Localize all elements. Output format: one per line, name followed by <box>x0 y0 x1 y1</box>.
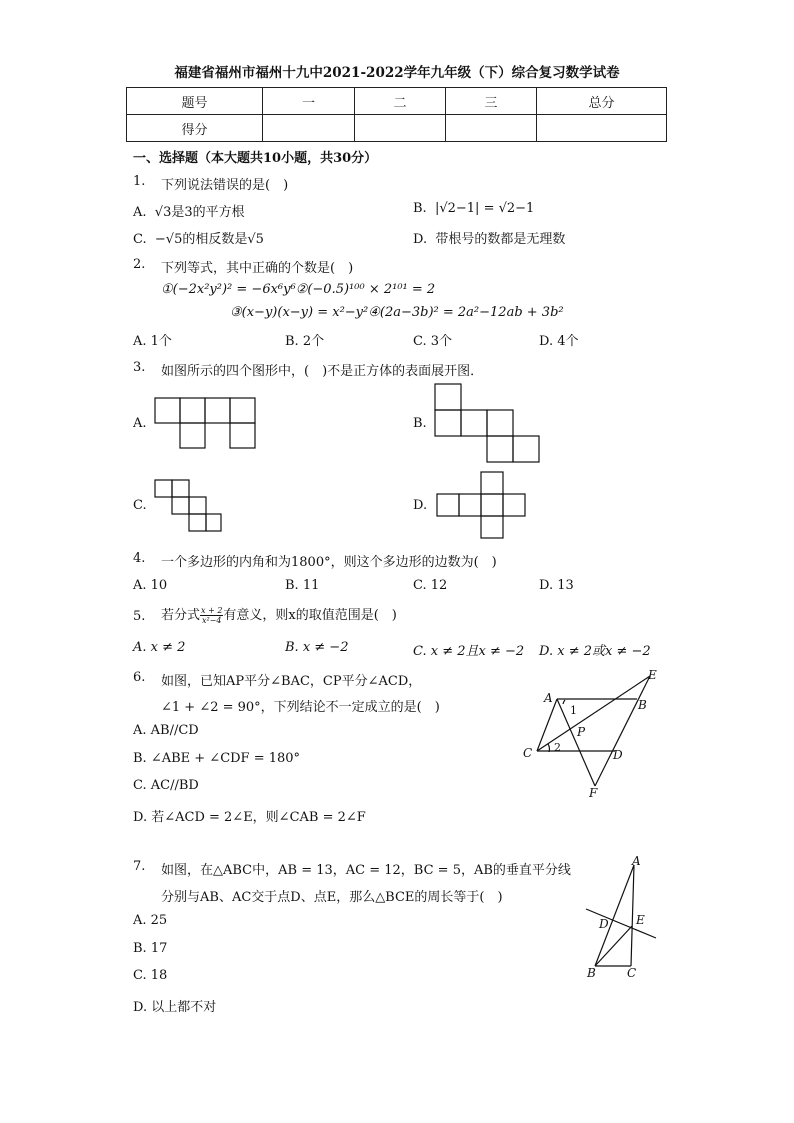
q4-stem: 一个多边形的内角和为1800°，则这个多边形的边数为( ) <box>161 555 497 570</box>
score-header-cell: 三 <box>446 88 537 115</box>
q6-stem-line-2: ∠1 + ∠2 = 90°，下列结论不一定成立的是( ) <box>161 700 440 715</box>
q7-stem-line-2: 分别与AB、AC交于点D、点E，那么△BCE的周长等于( ) <box>161 890 503 905</box>
q3-number: 3. <box>133 360 146 375</box>
q4-option-c[interactable]: C. 12 <box>413 578 448 593</box>
label-C: C <box>627 966 637 980</box>
q3-option-c-label[interactable]: C. <box>133 498 147 513</box>
cube-net-c-figure <box>154 479 222 533</box>
q4-option-b[interactable]: B. 11 <box>285 578 320 593</box>
score-table <box>126 87 667 142</box>
q2-option-d[interactable]: D. 4个 <box>539 334 579 349</box>
score-header-cell: 总分 <box>537 88 667 115</box>
q5-option-a[interactable]: A. x ≠ 2 <box>133 640 186 655</box>
angle-2-label: 2 <box>554 741 561 754</box>
q2-option-b[interactable]: B. 2个 <box>285 334 325 349</box>
q4-option-d[interactable]: D. 13 <box>539 578 574 593</box>
score-cell[interactable] <box>537 115 667 142</box>
q6-number: 6. <box>133 670 146 685</box>
q3-option-b-label[interactable]: B. <box>413 416 427 431</box>
q6-option-b[interactable]: B. ∠ABE + ∠CDF = 180° <box>133 751 301 766</box>
q2-equation-line-2: ③(x−y)(x−y) = x²−y²④(2a−3b)² = 2a²−12ab + 3b² <box>230 305 564 320</box>
label-E: E <box>648 668 657 682</box>
q3-option-d-label[interactable]: D. <box>413 498 428 513</box>
label-A: A <box>544 691 553 705</box>
q1-option-d[interactable]: D. 带根号的数都是无理数 <box>413 232 566 247</box>
score-cell[interactable] <box>263 115 355 142</box>
q7-stem-line-1: 如图，在△ABC中，AB = 13，AC = 12，BC = 5，AB的垂直平分线 <box>161 863 571 878</box>
q1-option-b[interactable]: B. |√2−1| = √2−1 <box>413 201 535 216</box>
cube-net-b-figure <box>434 383 540 463</box>
q3-stem: 如图所示的四个图形中，( )不是正方体的表面展开图． <box>161 364 484 379</box>
q5-option-b[interactable]: B. x ≠ −2 <box>285 640 349 655</box>
q4-number: 4. <box>133 551 146 566</box>
cube-net-d-figure <box>436 471 538 541</box>
label-D: D <box>613 748 623 762</box>
score-cell[interactable] <box>446 115 537 142</box>
score-header-cell: 二 <box>355 88 446 115</box>
q1-stem: 下列说法错误的是( ) <box>161 178 289 193</box>
q2-option-c[interactable]: C. 3个 <box>413 334 453 349</box>
q2-equation-line-1: ①(−2x²y²)² = −6x⁶y⁶②(−0.5)¹⁰⁰ × 2¹⁰¹ = 2 <box>161 282 436 297</box>
label-E: E <box>636 913 645 927</box>
label-A: A <box>632 854 641 868</box>
q1-option-c[interactable]: C. −√5的相反数是√5 <box>133 232 264 247</box>
label-P: P <box>577 725 586 739</box>
q2-number: 2. <box>133 257 146 272</box>
cube-net-a-figure <box>154 397 256 449</box>
q7-option-a[interactable]: A. 25 <box>133 913 168 928</box>
score-table-score-row <box>127 115 667 142</box>
angle-1-label: 1 <box>570 704 577 717</box>
q6-option-c[interactable]: C. AC//BD <box>133 778 199 793</box>
q2-option-a[interactable]: A. 1个 <box>133 334 172 349</box>
label-B: B <box>638 698 647 712</box>
score-table-header-row <box>127 88 667 115</box>
q4-option-a[interactable]: A. 10 <box>133 578 168 593</box>
q5-number: 5. <box>133 609 146 624</box>
q6-geometry-figure <box>510 664 670 804</box>
label-C: C <box>523 746 533 760</box>
q6-option-a[interactable]: A. AB//CD <box>133 723 199 738</box>
q7-option-d[interactable]: D. 以上都不对 <box>133 1000 217 1015</box>
score-header-cell: 题号 <box>127 88 263 115</box>
score-cell[interactable] <box>355 115 446 142</box>
label-F: F <box>589 786 598 800</box>
section-heading: 一、选择题（本大题共10小题，共30分） <box>133 151 378 166</box>
q7-option-c[interactable]: C. 18 <box>133 968 168 983</box>
q2-stem: 下列等式，其中正确的个数是( ) <box>161 261 354 276</box>
q7-option-b[interactable]: B. 17 <box>133 941 168 956</box>
q1-option-a[interactable]: A. √3是3的平方根 <box>133 205 245 220</box>
q6-stem-line-1: 如图，已知AP平分∠BAC，CP平分∠ACD， <box>161 674 422 689</box>
q7-triangle-figure <box>580 852 670 987</box>
score-header-cell: 一 <box>263 88 355 115</box>
q5-fraction: $\frac{x + 2}{\text{x²−4}}$ <box>201 606 223 625</box>
q7-number: 7. <box>133 859 146 874</box>
label-D: D <box>599 917 609 931</box>
q6-option-d[interactable]: D. 若∠ACD = 2∠E，则∠CAB = 2∠F <box>133 810 366 825</box>
q5-option-c[interactable]: C. x ≠ 2且x ≠ −2 <box>413 644 525 659</box>
exam-title: 福建省福州市福州十九中2021-2022学年九年级（下）综合复习数学试卷 <box>174 65 620 81</box>
q1-number: 1. <box>133 174 146 189</box>
label-B: B <box>587 966 596 980</box>
q5-stem: 若分式 $\frac{x + 2}{\text{x²−4}}$ 有意义，则x的取值范围是( ) <box>161 606 397 625</box>
q5-option-d[interactable]: D. x ≠ 2或x ≠ −2 <box>539 644 651 659</box>
score-row-label: 得分 <box>127 115 263 142</box>
q3-option-a-label[interactable]: A. <box>133 416 147 431</box>
